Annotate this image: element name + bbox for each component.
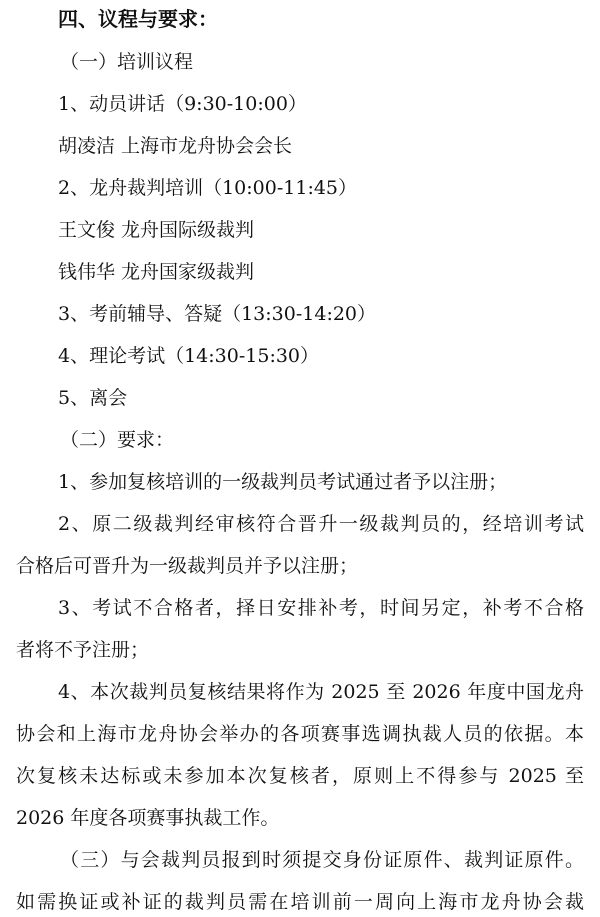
requirements-title: （二）要求： bbox=[60, 429, 175, 451]
agenda-item: 4、理论考试（14:30-15:30） bbox=[58, 345, 320, 367]
requirement-line: 次复核未达标或未参加本次复核者，原则上不得参与 2025 至 bbox=[16, 765, 584, 787]
section-heading: 四、议程与要求： bbox=[58, 7, 218, 31]
requirement-line: 合格后可晋升为一级裁判员并予以注册； bbox=[16, 555, 359, 577]
agenda-item: 3、考前辅导、答疑（13:30-14:20） bbox=[58, 303, 377, 325]
agenda-speaker: 钱伟华 龙舟国家级裁判 bbox=[58, 261, 255, 283]
section3-line: （三）与会裁判员报到时须提交身份证原件、裁判证原件。 bbox=[60, 849, 584, 871]
agenda-title: （一）培训议程 bbox=[60, 51, 194, 73]
requirement-line: 协会和上海市龙舟协会举办的各项赛事选调执裁人员的依据。本 bbox=[16, 723, 584, 745]
requirement-line: 1、参加复核培训的一级裁判员考试通过者予以注册； bbox=[58, 471, 508, 493]
requirement-line: 3、考试不合格者，择日安排补考，时间另定，补考不合格 bbox=[58, 597, 584, 619]
requirement-line: 2026 年度各项赛事执裁工作。 bbox=[16, 807, 280, 829]
agenda-item: 5、离会 bbox=[58, 387, 128, 409]
agenda-speaker: 王文俊 龙舟国际级裁判 bbox=[58, 219, 255, 241]
requirement-line: 4、本次裁判员复核结果将作为 2025 至 2026 年度中国龙舟 bbox=[58, 681, 584, 703]
agenda-item: 2、龙舟裁判培训（10:00-11:45） bbox=[58, 177, 358, 199]
agenda-item: 1、动员讲话（9:30-10:00） bbox=[58, 93, 307, 115]
requirement-line: 2、原二级裁判经审核符合晋升一级裁判员的，经培训考试 bbox=[58, 513, 584, 535]
agenda-speaker: 胡凌洁 上海市龙舟协会会长 bbox=[58, 135, 293, 157]
section3-line: 如需换证或补证的裁判员需在培训前一周向上海市龙舟协会裁 bbox=[16, 891, 584, 913]
requirement-line: 者将不予注册； bbox=[16, 639, 150, 661]
